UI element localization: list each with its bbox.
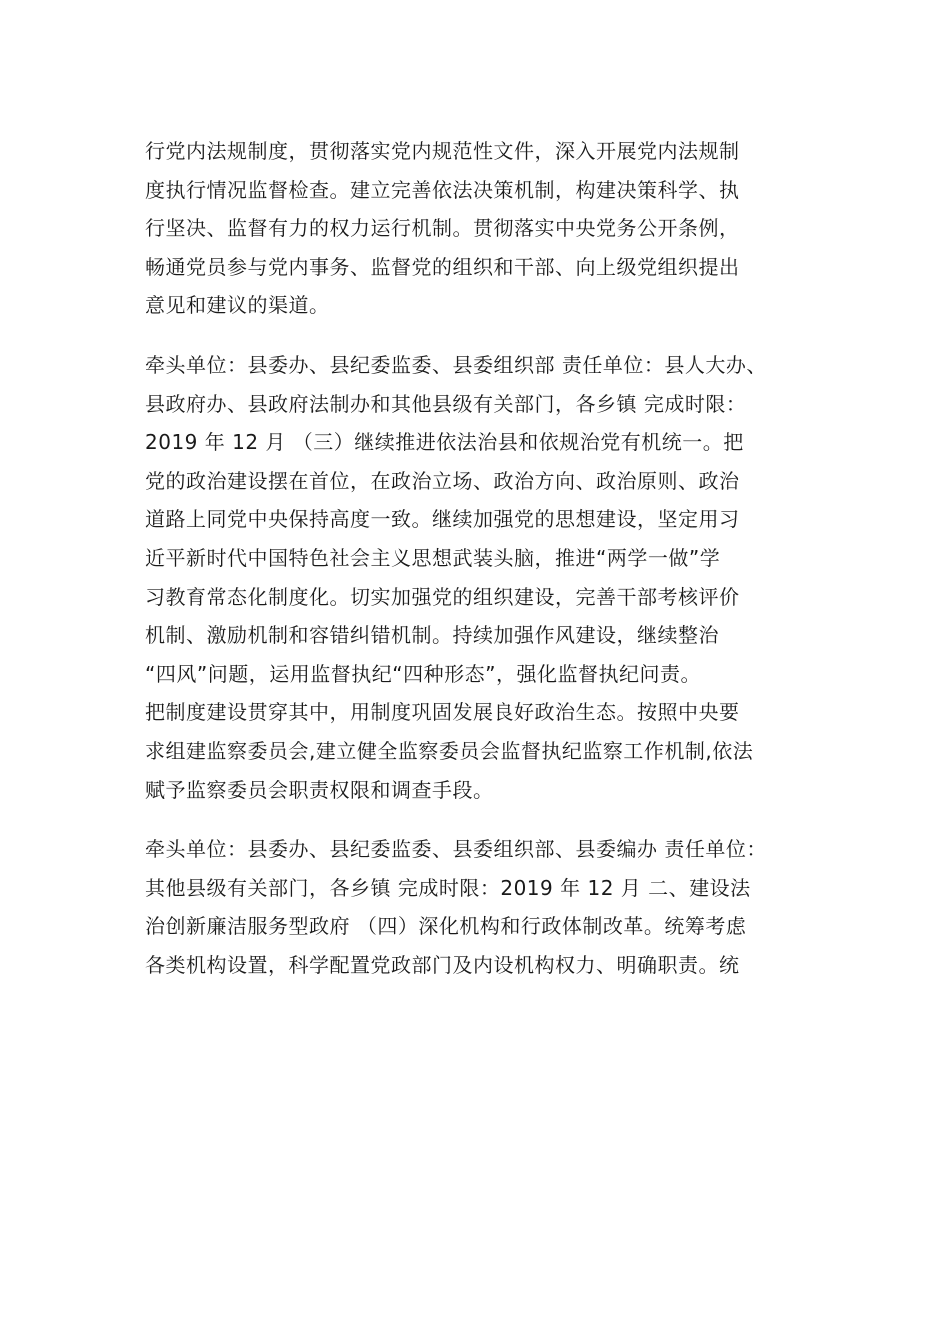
text-line: 赋予监察委员会职责权限和调查手段。 xyxy=(145,777,494,802)
text-line: “四风”问题，运用监督执纪“四种形态”，强化监督执纪问责。 xyxy=(145,661,701,686)
text-line: 县政府办、县政府法制办和其他县级有关部门，各乡镇 完成时限： xyxy=(145,391,747,416)
text-line: 意见和建议的渠道。 xyxy=(145,293,330,318)
text-line: 牵头单位：县委办、县纪委监委、县委组织部 责任单位：县人大办、 xyxy=(145,352,767,377)
paragraph-1 xyxy=(145,132,845,325)
text-line: 近平新时代中国特色社会主义思想武装头脑，推进“两学一做”学 xyxy=(145,545,721,570)
text-line: 道路上同党中央保持高度一致。继续加强党的思想建设，坚定用习 xyxy=(145,507,740,532)
text-line: 求组建监察委员会,建立健全监察委员会监督执纪监察工作机制,依法 xyxy=(145,738,754,763)
text-line: 其他县级有关部门，各乡镇 完成时限：2019 年 12 月 二、建设法 xyxy=(145,875,751,900)
text-line: 畅通党员参与党内事务、监督党的组织和干部、向上级党组织提出 xyxy=(145,254,740,279)
document-body xyxy=(145,132,845,1005)
text-line: 习教育常态化制度化。切实加强党的组织建设，完善干部考核评价 xyxy=(145,584,740,609)
text-line: 各类机构设置，科学配置党政部门及内设机构权力、明确职责。统 xyxy=(145,952,740,977)
text-line: 度执行情况监督检查。建立完善依法决策机制，构建决策科学、执 xyxy=(145,177,740,202)
text-line: 党的政治建设摆在首位，在政治立场、政治方向、政治原则、政治 xyxy=(145,468,740,493)
paragraph-3 xyxy=(145,830,845,984)
text-line: 机制、激励机制和容错纠错机制。持续加强作风建设，继续整治 xyxy=(145,623,719,648)
paragraph-2 xyxy=(145,346,845,809)
text-line: 牵头单位：县委办、县纪委监委、县委组织部、县委编办 责任单位： xyxy=(145,837,767,862)
text-line: 把制度建设贯穿其中，用制度巩固发展良好政治生态。按照中央要 xyxy=(145,700,740,725)
text-line: 行坚决、监督有力的权力运行机制。贯彻落实中央党务公开条例， xyxy=(145,216,740,241)
text-line: 行党内法规制度，贯彻落实党内规范性文件，深入开展党内法规制 xyxy=(145,139,740,163)
text-line: 2019 年 12 月 （三）继续推进依法治县和依规治党有机统一。把 xyxy=(145,430,744,455)
text-line: 治创新廉洁服务型政府 （四）深化机构和行政体制改革。统筹考虑 xyxy=(145,914,747,939)
